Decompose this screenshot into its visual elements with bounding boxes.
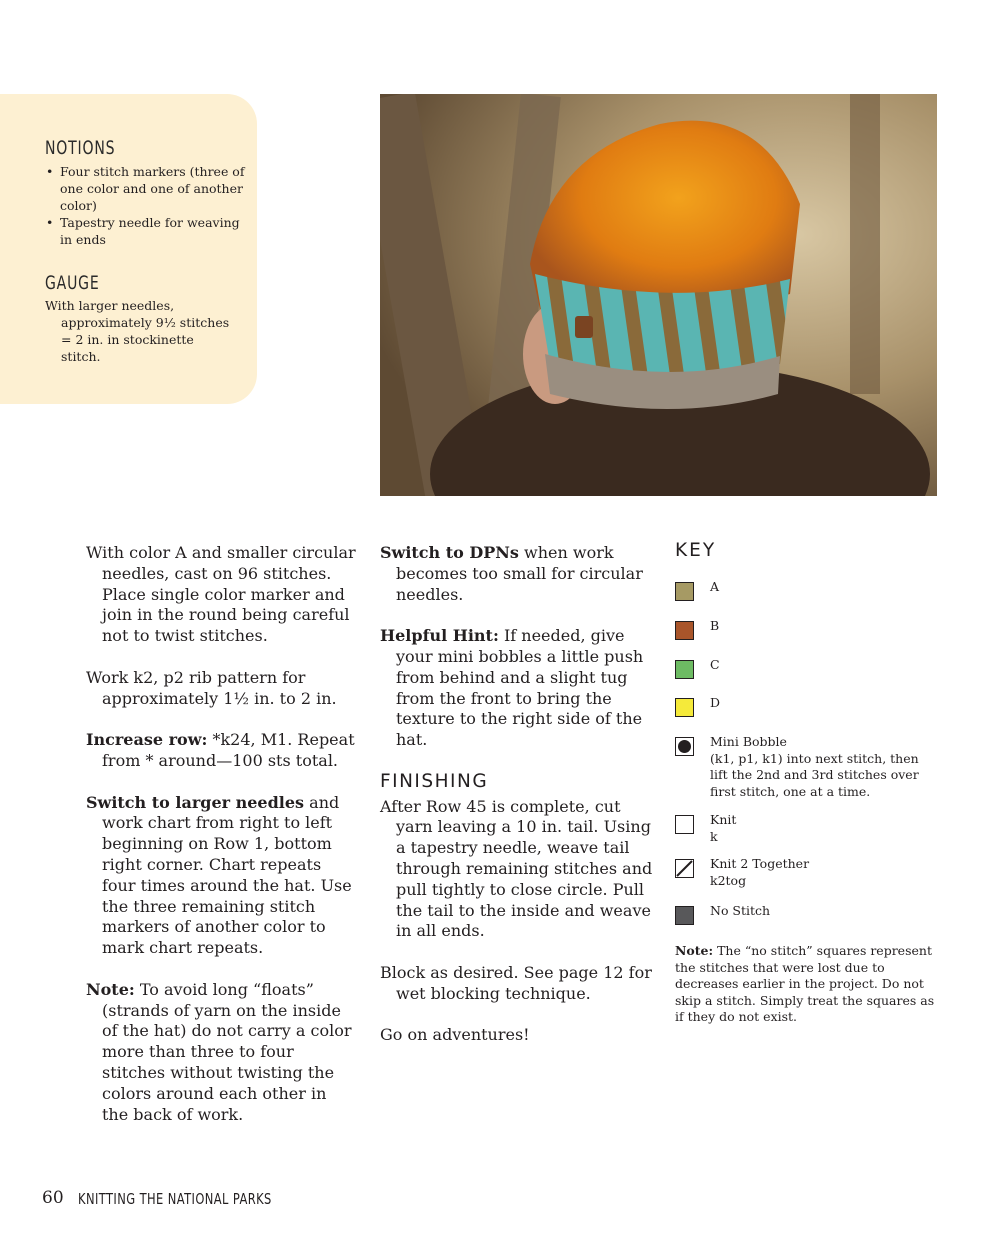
instruction-lead: Increase row: xyxy=(86,730,208,750)
instruction-paragraph xyxy=(86,730,356,772)
key-label-block xyxy=(710,734,938,800)
instruction-lead: Switch to DPNs xyxy=(380,543,519,562)
key-note-text: The “no stitch” squares represent the stitches that were lost due to decreases earlier in the project. Do not skip a stitch. Simply treat the squares as if they do not exist. xyxy=(675,943,935,1024)
instruction-paragraph xyxy=(86,980,356,1126)
instructions-column-1 xyxy=(86,543,356,1146)
instruction-text: and work chart from right to left beginning on Row 1, bottom right corner. Chart repeats four times around the hat. Use the three remaining stitch markers of another color to mark chart repeats. xyxy=(102,792,352,958)
k2tog-icon xyxy=(675,859,694,878)
key-desc: k xyxy=(710,828,718,844)
key-note-lead: Note: xyxy=(675,943,714,958)
mini-bobble-icon xyxy=(675,737,694,756)
instruction-paragraph: Work k2, p2 rib pattern for approximately 1½ in. to 2 in. xyxy=(86,667,337,708)
instruction-text: when work becomes too small for circular needles. xyxy=(396,543,643,604)
color-c-swatch xyxy=(675,660,694,679)
gauge-text: With larger needles, approximately 9½ stitches = 2 in. in stockinette stitch. xyxy=(45,298,230,364)
notions-heading: NOTIONS xyxy=(45,137,116,159)
key-label: B xyxy=(710,618,720,633)
key-note xyxy=(675,943,940,1026)
notions-item: • Tapestry needle for weaving in ends xyxy=(45,214,245,248)
instruction-lead: Helpful Hint: xyxy=(380,626,499,646)
instruction-paragraph: Block as desired. See page 12 for wet blocking technique. xyxy=(380,962,652,1003)
color-b-swatch xyxy=(675,621,694,640)
key-label: Mini Bobble xyxy=(710,734,787,749)
color-d-swatch xyxy=(675,698,694,717)
key-label: D xyxy=(710,695,721,710)
instruction-text: *k24, M1. Repeat from * around—100 sts total. xyxy=(102,730,355,770)
instruction-paragraph xyxy=(86,793,356,959)
key-label-block xyxy=(710,812,938,845)
instruction-lead: Note: xyxy=(86,979,135,999)
key-label: A xyxy=(710,579,720,594)
key-label: Knit 2 Together xyxy=(710,856,810,871)
instruction-paragraph: Go on adventures! xyxy=(380,1025,530,1045)
chart-key xyxy=(675,540,940,1024)
key-label: No Stitch xyxy=(710,903,771,918)
instruction-paragraph: With color A and smaller circular needles, cast on 96 stitches. Place single color marker and join in the round being careful not to twist stitches. xyxy=(86,543,356,646)
running-footer-title: KNITTING THE NATIONAL PARKS xyxy=(78,1190,272,1208)
key-title: KEY xyxy=(675,540,717,561)
knit-icon xyxy=(675,815,694,834)
no-stitch-swatch xyxy=(675,906,694,925)
gauge-heading: GAUGE xyxy=(45,272,100,294)
instructions-column-2 xyxy=(380,543,655,1067)
page-number: 60 xyxy=(42,1188,64,1208)
instruction-paragraph xyxy=(380,626,655,751)
key-desc: k2tog xyxy=(710,872,747,888)
notions-list xyxy=(45,163,245,248)
color-a-swatch xyxy=(675,582,694,601)
instruction-text: To avoid long “floats” (strands of yarn on the inside of the hat) do not carry a color more than three to four stitches without twisting the colors around each other in the back of work. xyxy=(102,979,352,1124)
instruction-text: If needed, give your mini bobbles a little push from behind and a slight tug from the front to bring the texture to the right side of the hat. xyxy=(396,626,644,750)
notions-item: • Four stitch markers (three of one color and one of another color) xyxy=(45,163,245,214)
hat-photo-illustration xyxy=(380,94,937,496)
key-label: C xyxy=(710,657,720,672)
instruction-paragraph: After Row 45 is complete, cut yarn leaving a 10 in. tail. Using a tapestry needle, weave tail through remaining stitches and pull tightly to close circle. Pull the tail to the inside and weave in all ends. xyxy=(380,796,653,941)
key-label: Knit xyxy=(710,812,737,827)
instruction-paragraph xyxy=(380,543,655,605)
hat-photo xyxy=(380,94,937,496)
instruction-lead: Switch to larger needles xyxy=(86,792,305,812)
key-label-block xyxy=(710,856,938,889)
finishing-heading: FINISHING xyxy=(380,770,489,792)
key-desc: (k1, p1, k1) into next stitch, then lift the 2nd and 3rd stitches over first stitch, one at a time. xyxy=(710,750,919,799)
